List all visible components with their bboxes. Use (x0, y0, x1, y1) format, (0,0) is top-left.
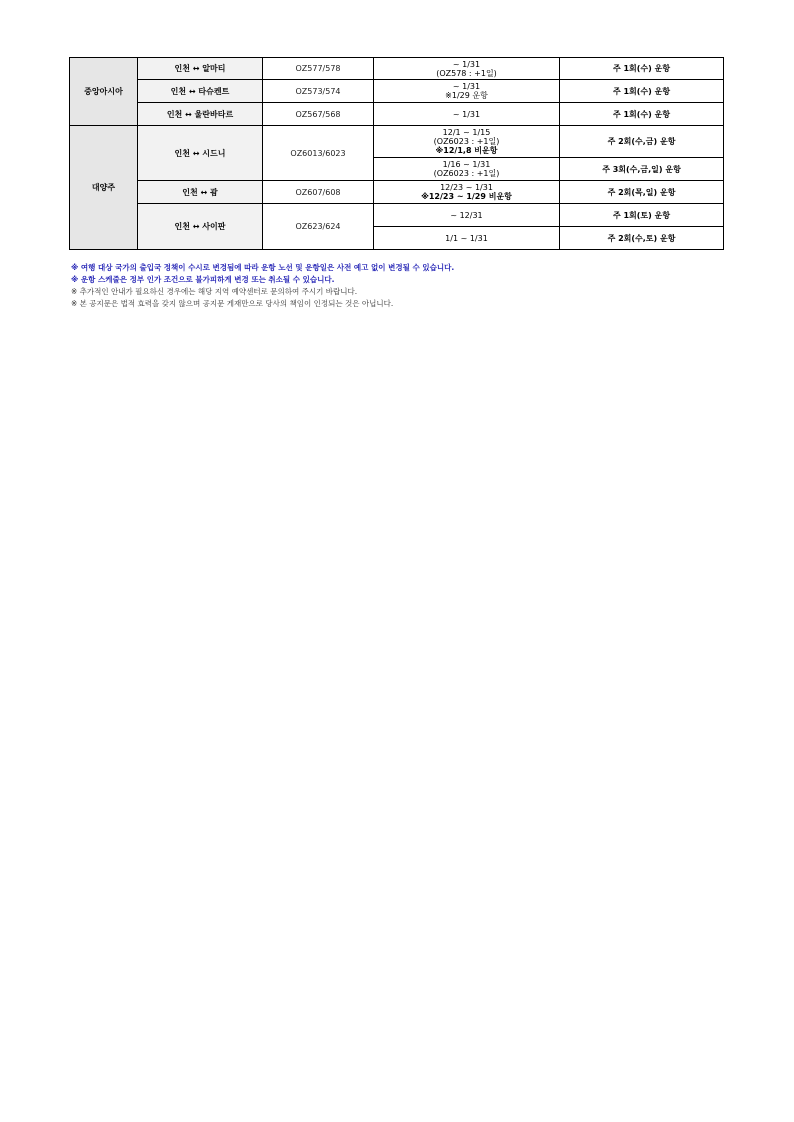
flight-number-cell: OZ577/578 (263, 58, 374, 80)
frequency-cell: 주 3회(수,금,일) 운항 (560, 158, 724, 181)
period-line: 1/16 ~ 1/31 (442, 160, 491, 169)
period-note: (OZ6023 : +1일) (433, 169, 500, 178)
period-note: (OZ578 : +1일) (436, 68, 497, 78)
table-row (70, 58, 724, 80)
route-cell: 인천 ↔ 시드니 (138, 126, 263, 181)
flight-number-cell: OZ607/608 (263, 181, 374, 204)
frequency-cell: 주 2회(수,토) 운항 (560, 227, 724, 250)
route-cell: 인천 ↔ 알마티 (138, 58, 263, 80)
period-cell (374, 158, 560, 181)
note-line: ※ 본 공지문은 법적 효력을 갖지 않으며 공지문 게재만으로 당사의 책임이 인정되는 것은 아닙니다. (71, 299, 394, 308)
region-cell: 중앙아시아 (70, 58, 138, 126)
period-cell: 1/1 ~ 1/31 (374, 227, 560, 250)
flight-number-cell: OZ573/574 (263, 80, 374, 103)
flight-number-cell: OZ6013/6023 (263, 126, 374, 181)
period-cell (374, 181, 560, 204)
period-note: (OZ6023 : +1일) (433, 137, 500, 146)
period-note: ※1/29 운항 (445, 91, 488, 100)
flight-schedule-table (69, 57, 724, 250)
notes-section (71, 262, 454, 310)
period-line: ~ 1/31 (452, 59, 481, 69)
table-row (70, 126, 724, 158)
flight-number-cell: OZ567/568 (263, 103, 374, 126)
period-line: ~ 1/31 (452, 82, 481, 91)
route-cell: 인천 ↔ 사이판 (138, 204, 263, 250)
flight-number-cell: OZ623/624 (263, 204, 374, 250)
period-note: ※12/1,8 비운항 (435, 146, 498, 155)
frequency-cell: 주 2회(목,일) 운항 (560, 181, 724, 204)
route-cell: 인천 ↔ 타슈켄트 (138, 80, 263, 103)
region-cell: 대양주 (70, 126, 138, 250)
period-line: 12/23 ~ 1/31 (440, 183, 493, 192)
route-cell: 인천 ↔ 괌 (138, 181, 263, 204)
period-line: 12/1 ~ 1/15 (442, 128, 491, 137)
table-row (70, 204, 724, 227)
frequency-cell: 주 1회(수) 운항 (560, 103, 724, 126)
table-row (70, 181, 724, 204)
frequency-cell: 주 1회(수) 운항 (560, 80, 724, 103)
period-cell: ~ 12/31 (374, 204, 560, 227)
period-cell (374, 58, 560, 80)
period-cell (374, 80, 560, 103)
note-line: ※ 운항 스케줄은 정부 인가 조건으로 불가피하게 변경 또는 취소될 수 있습니다. (71, 275, 335, 284)
period-cell: ~ 1/31 (374, 103, 560, 126)
note-line: ※ 여행 대상 국가의 출입국 정책이 수시로 변경됨에 따라 운항 노선 및 운항일은 사전 예고 없이 변경될 수 있습니다. (71, 263, 455, 272)
table-row (70, 103, 724, 126)
note-line: ※ 추가적인 안내가 필요하신 경우에는 해당 지역 예약센터로 문의하여 주시기 바랍니다. (71, 287, 358, 296)
frequency-cell: 주 1회(토) 운항 (560, 204, 724, 227)
period-cell (374, 126, 560, 158)
route-cell: 인천 ↔ 울란바타르 (138, 103, 263, 126)
table-row (70, 80, 724, 103)
frequency-cell: 주 2회(수,금) 운항 (560, 126, 724, 158)
frequency-cell: 주 1회(수) 운항 (560, 58, 724, 80)
period-note: ※12/23 ~ 1/29 비운항 (421, 192, 512, 201)
